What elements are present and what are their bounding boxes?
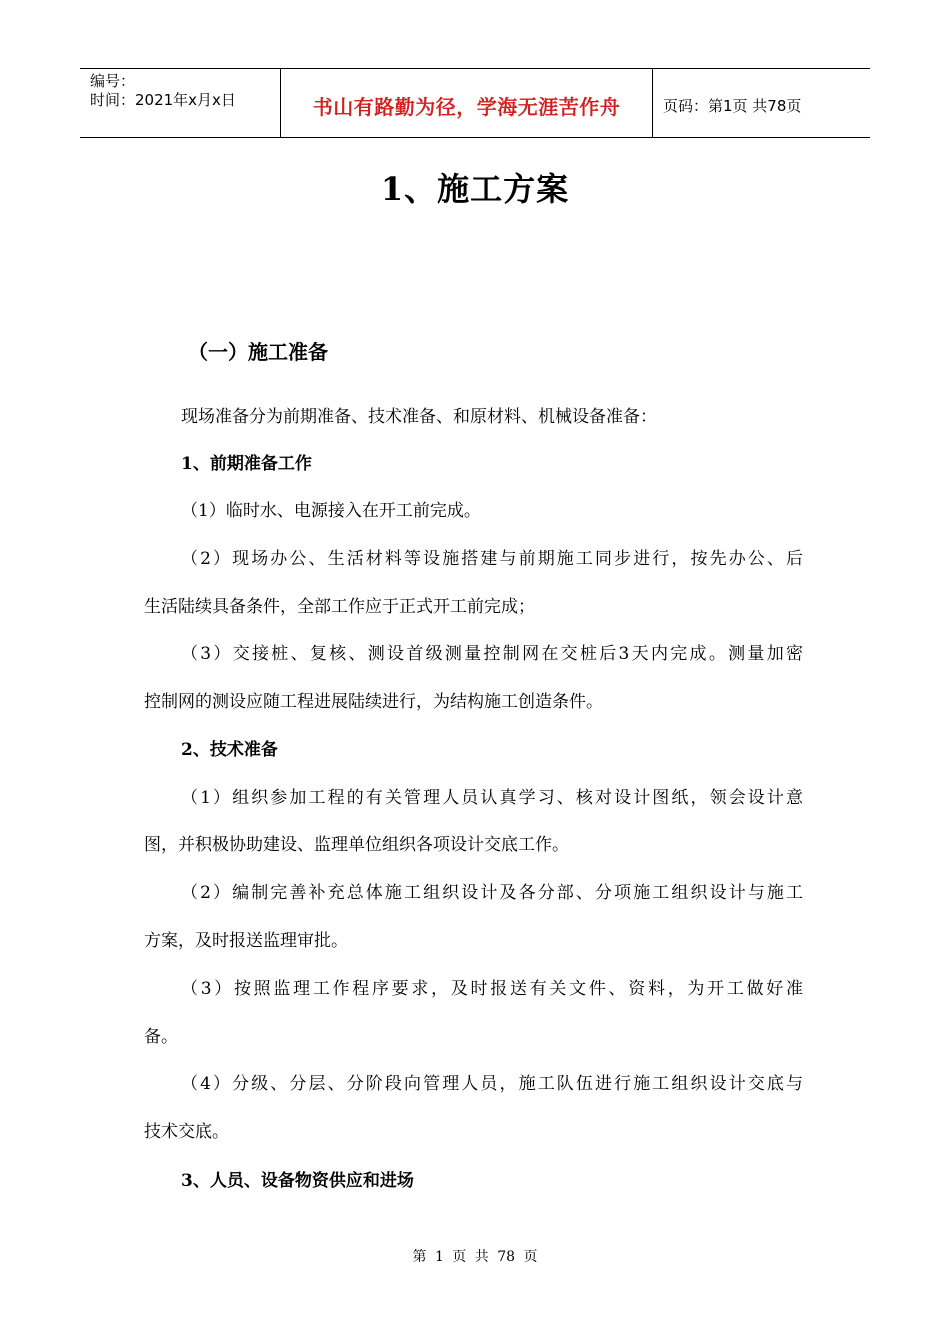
paragraph-2-3-line1: （3）按照监理工作程序要求，及时报送有关文件、资料，为开工做好准 [181,979,803,999]
header-number-label: 编号： [90,72,136,90]
header-meta-cell [80,69,281,137]
paragraph-2-3-line2: 备。 [144,1027,178,1047]
paragraph-1-3-line1: （3）交接桩、复核、测设首级测量控制网在交桩后3天内完成。测量加密 [181,644,803,664]
page-footer: 第 1 页 共 78 页 [412,1249,538,1265]
document-title: 1、施工方案 [380,170,570,208]
header-page-info: 页码：第1页 共78页 [663,96,802,115]
subsection-heading-1: 1、前期准备工作 [181,454,312,474]
section-heading: （一）施工准备 [188,340,328,364]
paragraph-2-1-line2: 图，并积极协助建设、监理单位组织各项设计交底工作。 [144,835,569,855]
paragraph-2-4-line2: 技术交底。 [144,1122,229,1142]
paragraph-1-2-line2: 生活陆续具备条件，全部工作应于正式开工前完成； [144,597,535,617]
paragraph-2-4-line1: （4）分级、分层、分阶段向管理人员，施工队伍进行施工组织设计交底与 [181,1074,803,1094]
paragraph-2-1-line1: （1）组织参加工程的有关管理人员认真学习、核对设计图纸，领会设计意 [181,788,803,808]
paragraph-1-1: （1）临时水、电源接入在开工前完成。 [181,501,481,521]
page-header [80,68,870,138]
paragraph-2-2-line2: 方案，及时报送监理审批。 [144,931,348,951]
paragraph-2-2-line1: （2）编制完善补充总体施工组织设计及各分部、分项施工组织设计与施工 [181,883,803,903]
paragraph-1-3-line2: 控制网的测设应随工程进展陆续进行，为结构施工创造条件。 [144,692,603,712]
header-motto: 书山有路勤为径，学海无涯苦作舟 [281,69,653,137]
header-time-label: 时间：2021年x月x日 [90,91,236,109]
paragraph-1-2-line1: （2）现场办公、生活材料等设施搭建与前期施工同步进行，按先办公、后 [181,549,803,569]
subsection-heading-2: 2、技术准备 [181,740,278,760]
subsection-heading-3: 3、人员、设备物资供应和进场 [181,1171,414,1191]
intro-paragraph: 现场准备分为前期准备、技术准备、和原材料、机械设备准备： [181,407,657,427]
